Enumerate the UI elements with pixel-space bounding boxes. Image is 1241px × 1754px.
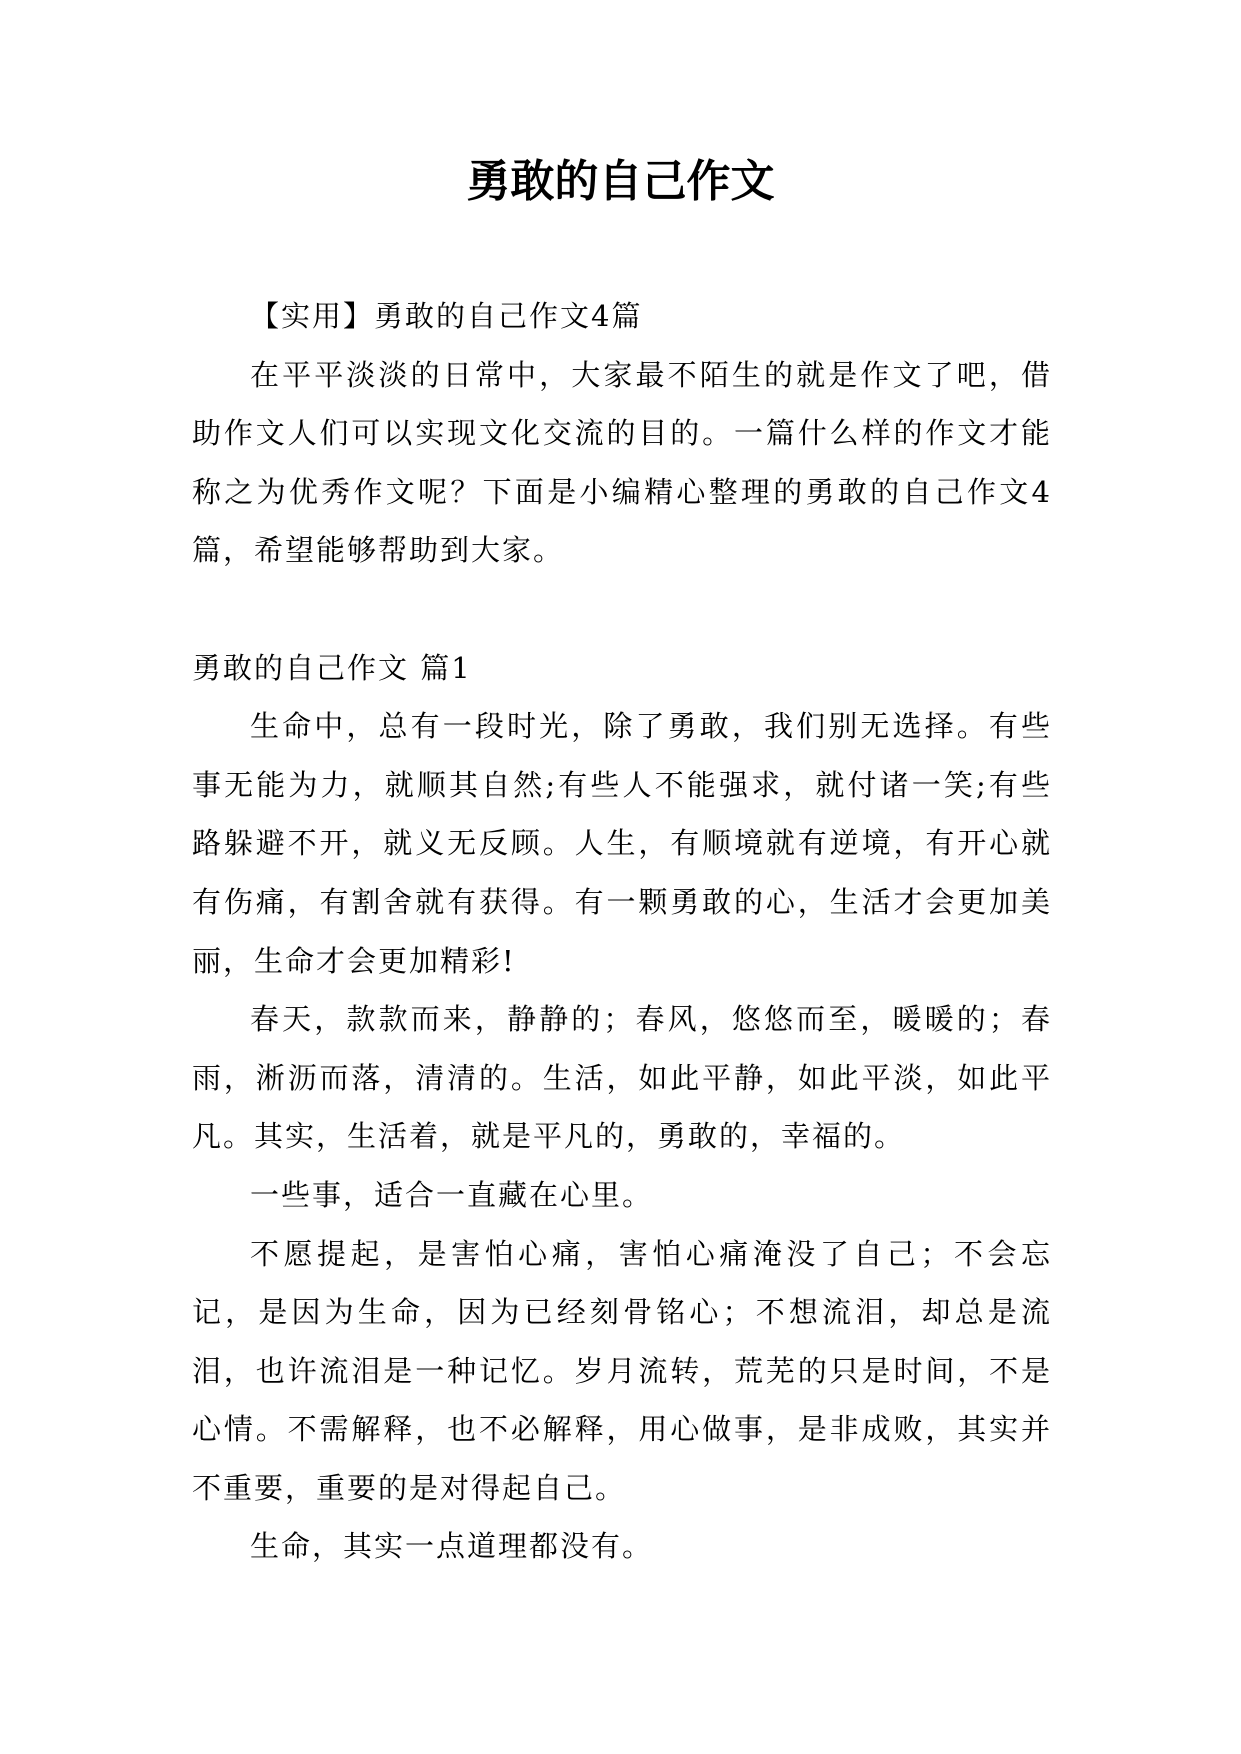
paragraph: 生命，其实一点道理都没有。 xyxy=(250,1529,654,1564)
document-title: 勇敢的自己作文 xyxy=(466,156,775,207)
paragraph: 生命中，总有一段时光，除了勇敢，我们别无选择。有些事无能为力，就顺其自然;有些人不能强求，就付诸一笑;有些路躲避不开，就义无反顾。人生，有顺境就有逆境，有开心就有伤痛，有割舍就有获得。有一颗勇敢的心，生活才会更加美丽，生命才会更加精彩! xyxy=(192,709,1052,978)
document-body xyxy=(192,287,1052,1576)
paragraph: 春天，款款而来，静静的；春风，悠悠而至，暖暖的；春雨，淅沥而落，清清的。生活，如此平静，如此平淡，如此平凡。其实，生活着，就是平凡的，勇敢的，幸福的。 xyxy=(192,1002,1052,1154)
intro-paragraph: 在平平淡淡的日常中，大家最不陌生的就是作文了吧，借助作文人们可以实现文化交流的目的。一篇什么样的作文才能称之为优秀作文呢？下面是小编精心整理的勇敢的自己作文4篇，希望能够帮助到大家。 xyxy=(192,357,1052,568)
section-title: 勇敢的自己作文 篇1 xyxy=(192,650,472,685)
blank-line xyxy=(192,580,1052,639)
intro-heading: 【实用】勇敢的自己作文4篇 xyxy=(250,299,643,333)
paragraph: 不愿提起，是害怕心痛，害怕心痛淹没了自己；不会忘记，是因为生命，因为已经刻骨铭心；不想流泪，却总是流泪，也许流泪是一种记忆。岁月流转，荒芜的只是时间，不是心情。不需解释，也不必解释，用心做事，是非成败，其实并不重要，重要的是对得起自己。 xyxy=(192,1236,1052,1505)
paragraph: 一些事，适合一直藏在心里。 xyxy=(250,1177,654,1212)
